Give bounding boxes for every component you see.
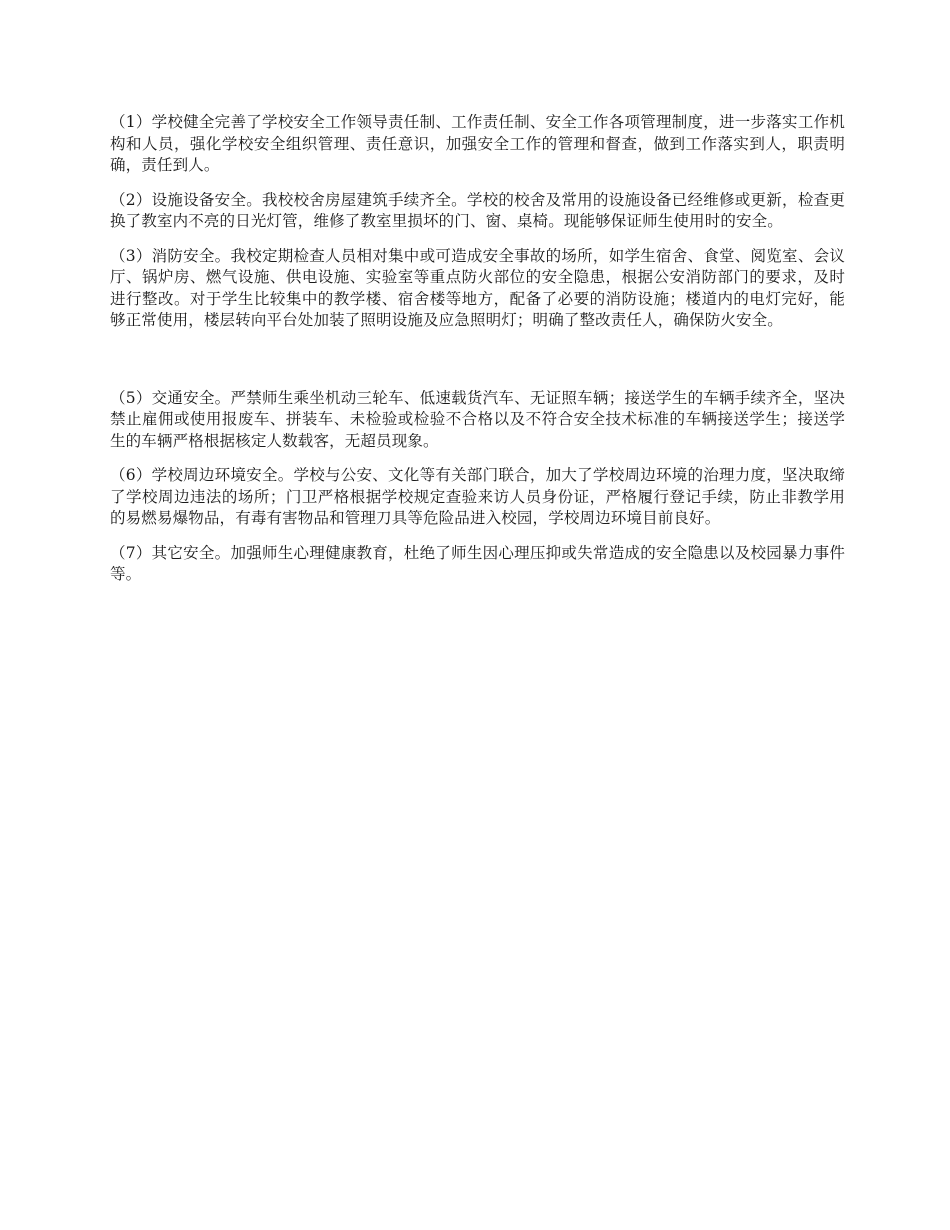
paragraph-surrounding-environment: （6）学校周边环境安全。学校与公安、文化等有关部门联合，加大了学校周边环境的治理力度，坚决取缔了学校周边违法的场所；门卫严格根据学校规定查验来访人员身份证，严格履行登记手续，防止非教学用的易燃易爆物品，有毒有害物品和管理刀具等危险品进入校园，学校周边环境目前良好。 (110, 466, 845, 527)
paragraph-traffic-safety: （5）交通安全。严禁师生乘坐机动三轮车、低速载货汽车、无证照车辆；接送学生的车辆手续齐全，坚决禁止雇佣或使用报废车、拼装车、未检验或检验不合格以及不符合安全技术标准的车辆接送学生；接送学生的车辆严格根据核定人数载客，无超员现象。 (110, 388, 845, 450)
paragraph-other-safety: （7）其它安全。加强师生心理健康教育，杜绝了师生因心理压抑或失常造成的安全隐患以及校园暴力事件等。 (110, 543, 845, 583)
paragraph-facility-safety: （2）设施设备安全。我校校舍房屋建筑手续齐全。学校的校舍及常用的设施设备已经维修或更新，检查更换了教室内不亮的日光灯管，维修了教室里损坏的门、窗、桌椅。现能够保证师生使用时的安全。 (110, 190, 845, 230)
paragraph-fire-safety: （3）消防安全。我校定期检查人员相对集中或可造成安全事故的场所，如学生宿舍、食堂、阅览室、会议厅、锅炉房、燃气设施、供电设施、实验室等重点防火部位的安全隐患，根据公安消防部门的要求，及时进行整改。对于学生比较集中的教学楼、宿舍楼等地方，配备了必要的消防设施；楼道内的电灯完好，能够正常使用，楼层转向平台处加装了照明设施及应急照明灯；明确了整改责任人，确保防火安全。 (110, 246, 845, 329)
paragraph-leadership-responsibility: （1）学校健全完善了学校安全工作领导责任制、工作责任制、安全工作各项管理制度，进一步落实工作机构和人员，强化学校安全组织管理、责任意识，加强安全工作的管理和督查，做到工作落实到人，职责明确，责任到人。 (110, 113, 845, 174)
document-body (110, 112, 845, 599)
blank-spacer (110, 345, 845, 388)
